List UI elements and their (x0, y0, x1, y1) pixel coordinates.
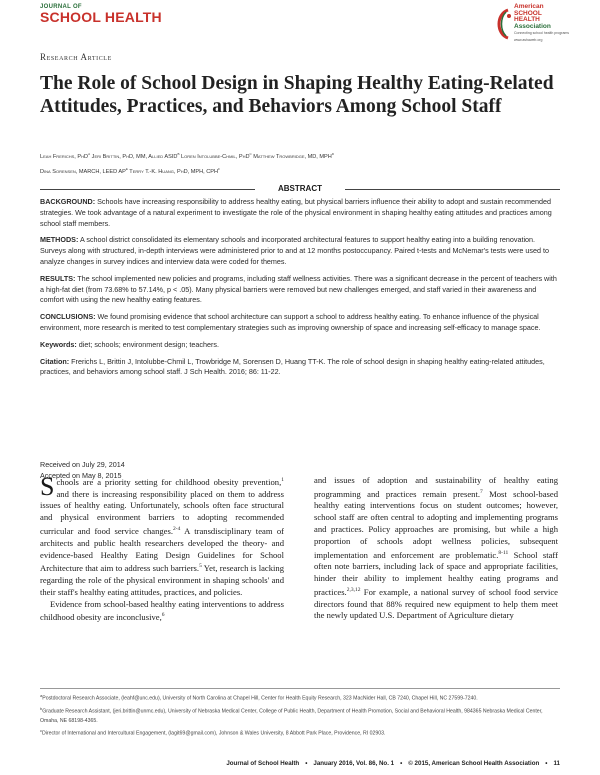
association-url: www.ashaweb.org (514, 37, 543, 42)
body-text: Yet, research is lacking regarding the role of the physical environment in shaping schools' and their staff's healthy eating attitudes, practices, and policies. (40, 563, 284, 597)
footnote-marker: a (40, 693, 43, 698)
bullet-separator: • (400, 760, 403, 767)
body-paragraph (314, 475, 558, 622)
body-text: School staff often note barriers, including lack of space and appropriate facilities, hinder their ability to implement healthy eating programs and practices. (314, 549, 558, 597)
abstract-text: A school district consolidated its elementary schools and incorporated architectural features to support healthy eating into a building renovation. Surveys along with structured, in-depth interviews were administered prior to and at 12 months postoccupancy. Paired t-tests and McNemar's tests were used to analyze changes in survey indices and interview data were coded for themes. (40, 235, 549, 266)
association-line2: SCHOOL (514, 9, 542, 17)
footnotes (40, 692, 560, 741)
author-line-2 (40, 163, 560, 178)
association-tagline: Connecting school health programs (514, 31, 570, 35)
body-paragraph (40, 599, 284, 624)
bullet-separator: • (545, 760, 548, 767)
footnote-divider (40, 688, 560, 689)
author-affil: c (249, 151, 252, 156)
footnote-text: Postdoctoral Research Associate, (leahf@unc.edu), University of North Carolina at Chapel Hill, Center for Health Equity Research, 323 MacNider Hall, CB 7240, Chapel Hill, NC 27599-7240. (42, 695, 478, 702)
author-list (40, 148, 560, 178)
abstract-background (40, 197, 560, 229)
body-column-left (40, 472, 284, 624)
keywords-label: Keywords: (40, 339, 77, 349)
abstract-label: ABSTRACT (278, 184, 322, 193)
author-name: Loren Intolubbe-Chmil, PhD (181, 153, 250, 160)
author-name: Terry T.-K. Huang, PhD, MPH, CPH (129, 168, 219, 175)
author-affil: d (331, 151, 334, 156)
journal-logo (40, 4, 162, 24)
received-date: Received on July 29, 2014 (40, 460, 125, 469)
author-name: Jeri Brittin, PhD, MM, Allied ASID (91, 153, 178, 160)
body-text: Evidence from school-based healthy eating interventions to address childhood obesity are inconclusive, (40, 598, 284, 623)
keywords (40, 340, 560, 351)
footnote-text: Director of International and Intercultural Engagement, (lagit69@gmail.com), Johnson & Wales University, 8 Abbott Park Place, Providence, RI 02903. (42, 730, 386, 737)
keywords-text: diet; schools; environment design; teachers. (78, 339, 219, 349)
citation-ref: 6 (161, 612, 165, 619)
abstract-text: Schools have increasing responsibility to address healthy eating, but physical barriers influence their ability to adopt and sustain recommended strategies. We took advantage of a natural experiment to investigate the role of the physical environment in shaping healthy eating attitudes and practices among school staff members. (40, 197, 552, 228)
footnote-marker: b (40, 706, 43, 712)
footnote-marker: c (40, 728, 42, 734)
author-affil: e (125, 165, 128, 171)
abstract-body (40, 197, 560, 384)
footnote-text: Graduate Research Assistant, (jeri.brittin@unmc.edu), University of Nebraska Medical Center, College of Public Health, Department of Health Promotion, Social and Behavioral Health, 984365 Nebraska Medical Center, Omaha, NE 68198-4365. (40, 709, 543, 724)
footnote-item (40, 727, 560, 738)
citation-ref: 2,3,12 (346, 586, 361, 593)
article-title: The Role of School Design in Shaping Healthy Eating-Related Attitudes, Practices, and Behaviors Among School Staff (40, 73, 554, 117)
author-name: Dina Sorensen, MARCH, LEED AP (40, 168, 126, 175)
author-name: Leah Frerichs, PhD (40, 153, 89, 160)
bullet-separator: • (305, 760, 308, 767)
association-line4: Association (514, 22, 551, 30)
citation-ref: 1 (281, 477, 284, 483)
page-footer (40, 760, 560, 767)
footer-journal: Journal of School Health (226, 760, 300, 767)
body-text: A transdisciplinary team of architects and public health researchers developed the theory- and evidence-based Healthy Eating Design Guidelines for School Architecture that aim to address such barriers. (40, 525, 284, 574)
citation-text: Frerichs L, Brittin J, Intolubbe-Chmil L, Trowbridge M, Sorensen D, Huang TT-K. The role of school design in shaping healthy eating-related attitudes, practices, and behaviors among school staff. J Sch Health. 2016; 86: 11-22. (40, 356, 545, 377)
abstract-results (40, 274, 560, 306)
abstract-section-label: RESULTS: (40, 273, 76, 283)
body-column-right (314, 475, 558, 622)
footer-issue: January 2016, Vol. 86, No. 1 (313, 760, 395, 767)
body-paragraph (40, 472, 284, 599)
body-text: and there is increasing responsibility placed on them to address issues of healthy eating. Unfortunately, schools often face structural and physical environment barriers to adopting recommended curricular and food service changes. (40, 488, 284, 536)
citation-label: Citation: (40, 356, 70, 366)
drop-cap: S (40, 472, 55, 501)
section-label: Research Article (40, 52, 112, 62)
journal-logo-top: JOURNAL OF (40, 4, 82, 10)
citation-ref: 2-4 (172, 526, 181, 533)
abstract-section-label: METHODS: (40, 235, 79, 245)
abstract-section-label: CONCLUSIONS: (40, 312, 96, 322)
abstract-conclusions (40, 312, 560, 334)
page-number: 11 (553, 760, 560, 767)
citation-ref: 5 (199, 563, 202, 570)
abstract-section-label: BACKGROUND: (40, 197, 96, 206)
footer-copyright: © 2015, American School Health Association (408, 760, 540, 767)
author-name: Matthew Trowbridge, MD, MPH (253, 153, 332, 160)
citation-ref: 8-11 (498, 549, 509, 556)
footnote-item (40, 692, 560, 703)
abstract-text: We found promising evidence that school architecture can support a school to address healthy eating. To enhance influence of the physical environment, more research is merited to test complementary strategies such as improving ownership of space and increasing self-efficacy to manage space. (40, 312, 541, 332)
citation (40, 357, 560, 379)
footnote-item (40, 705, 560, 725)
body-text: For example, a national survey of school food service directors found that 88% required new equipment to help them meet the newly updated U.S. Department of Agriculture dietary (314, 586, 558, 621)
abstract-text: The school implemented new policies and programs, including staff wellness activities. There was a significant decrease in the percent of teachers with a high-fat diet (from 73.68% to 57.14%, p < .05). Many physical barriers were removed but new challenges emerged, and staff varied in their awareness and comfort with using the new healthy eating features. (40, 273, 557, 305)
body-text: and issues of adoption and sustainability of healthy eating programming and practices remain present. (314, 475, 558, 499)
association-name (514, 4, 569, 43)
journal-logo-name: SCHOOL HEALTH (40, 9, 162, 25)
author-line-1 (40, 148, 560, 163)
author-affil: a (88, 151, 91, 156)
abstract-heading (40, 183, 560, 195)
abstract-methods (40, 235, 560, 267)
body-text: chools are a priority setting for childhood obesity prevention, (56, 476, 282, 487)
divider (345, 189, 560, 190)
citation-ref: 7 (479, 488, 483, 495)
author-affil: f (218, 165, 220, 171)
body-text: Most school-based healthy eating interventions focus on student outcomes; however, school staff are often central to adopting and implementing programs and practices. Policy approaches are promising, but while a high proportion of schools adopt wellness policies, subsequent implementation and enforcement are problematic. (314, 488, 558, 560)
association-line1: American (514, 3, 544, 10)
author-affil: b (177, 151, 180, 156)
accepted-date: Accepted on May 8, 2015 (40, 470, 122, 480)
association-line3: HEALTH (514, 16, 540, 23)
